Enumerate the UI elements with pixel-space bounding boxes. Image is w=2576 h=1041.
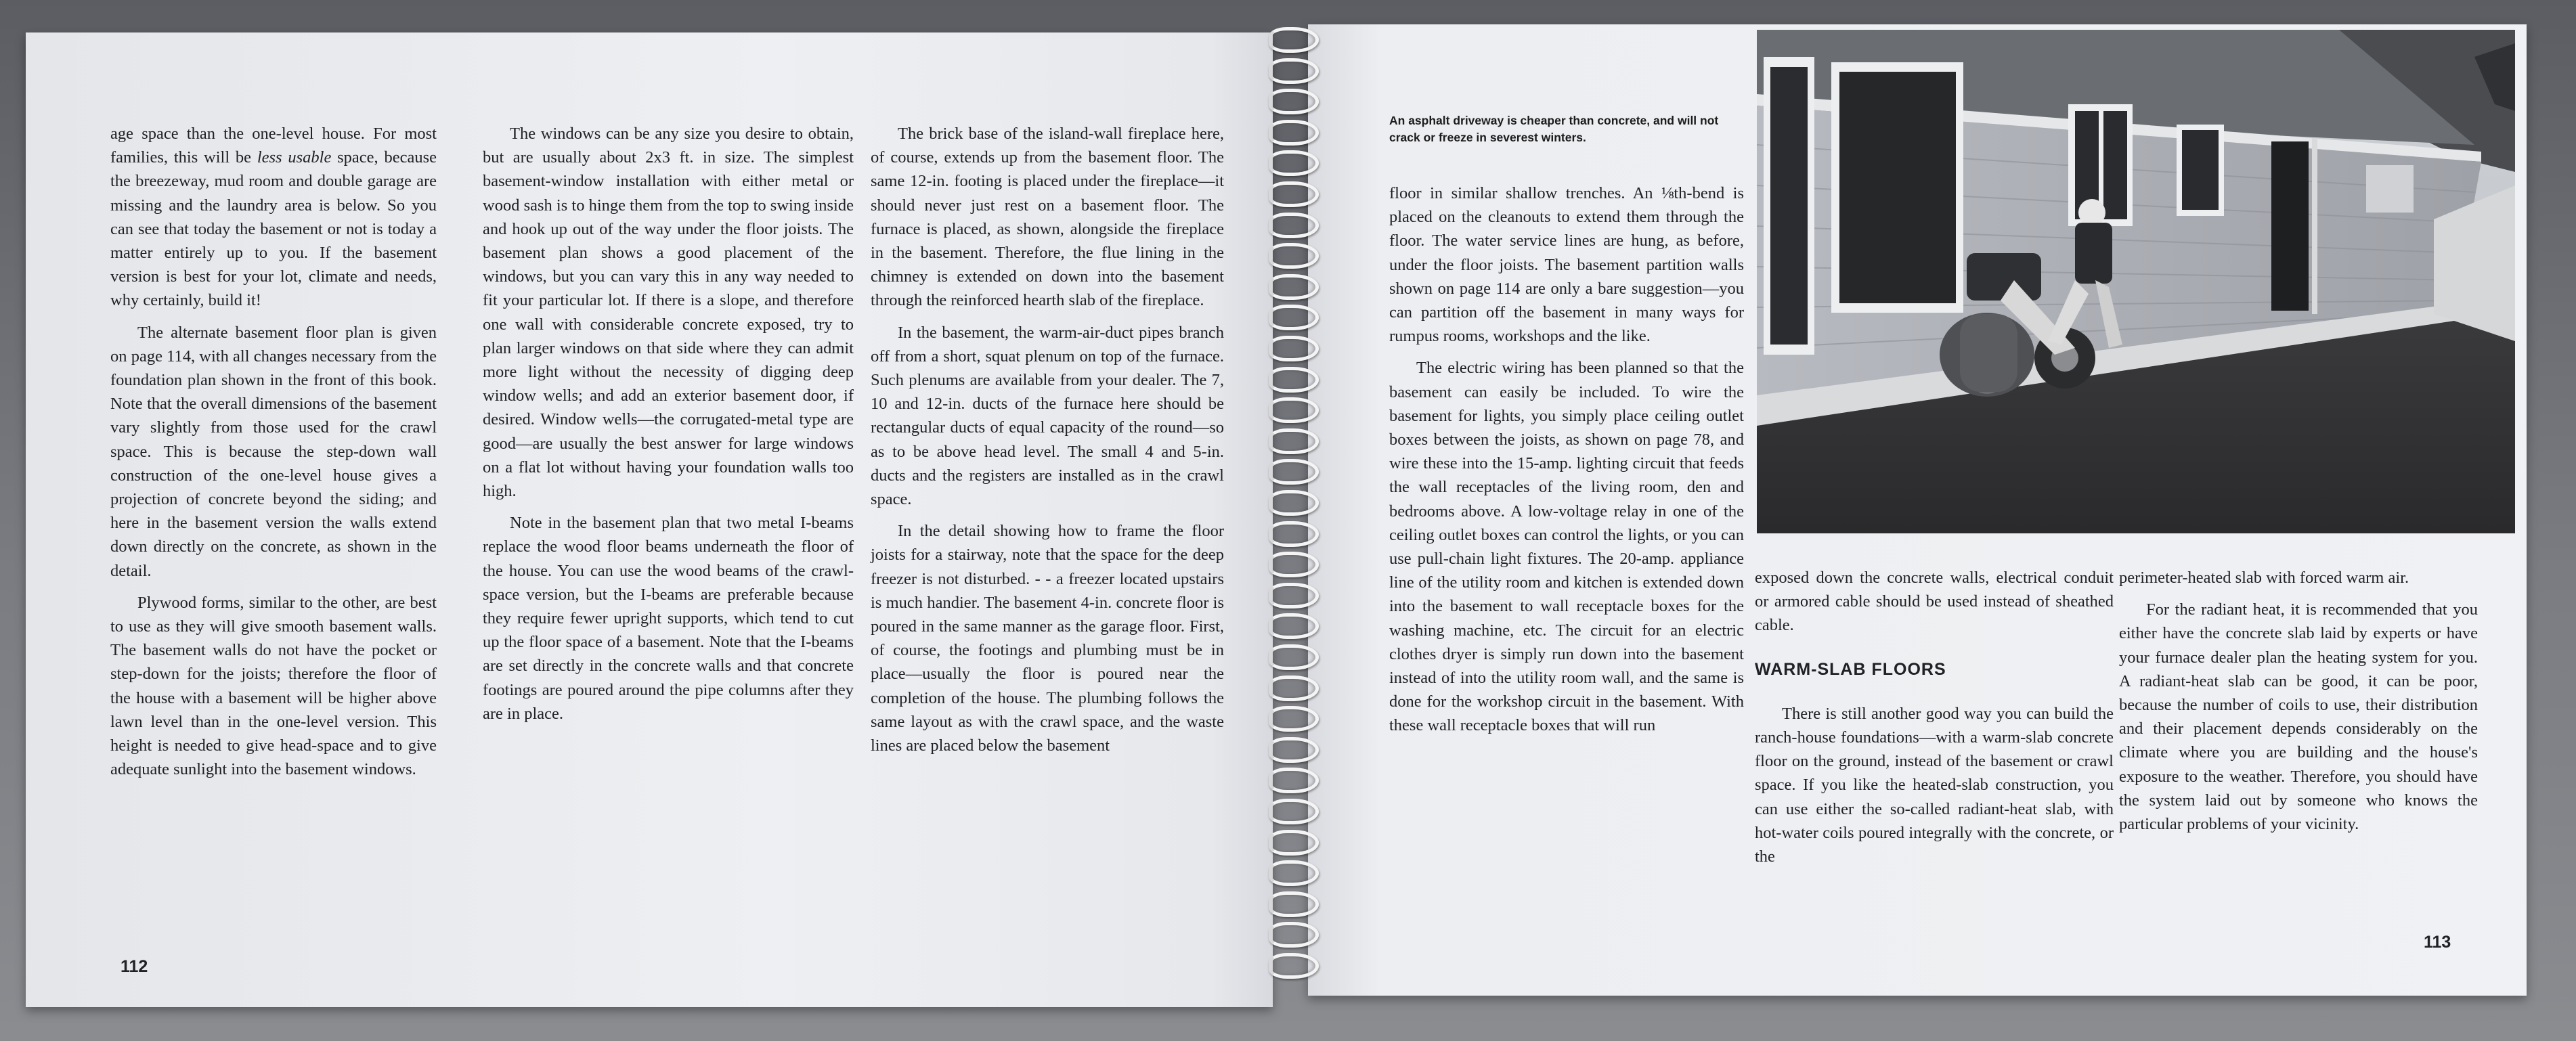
paragraph — [110, 321, 437, 583]
right-column-1 — [1389, 181, 1744, 746]
paragraph: Note in the basement plan that two metal I-beams replace the wood floor beams underneath the floor of the house. You can use the wood beams of the crawl-space version, but the I-beams are preferable because they require fewer upright supports, which tend to cut up the floor space of a basement. Note that the I-beams are set directly in the concrete walls and that concrete footings are poured around the pipe columns after they are in place. — [483, 514, 854, 723]
page-number-left: 112 — [121, 957, 148, 976]
binding-coil — [1269, 706, 1319, 732]
paragraph — [110, 591, 437, 782]
paragraph: perimeter-heated slab with forced warm air. — [2119, 569, 2409, 587]
paragraph: The brick base of the island-wall fireplace here, of course, extends up from the basement floor. The same 12-in. footing is placed under the fireplace—it should never just rest on a basement floor. The furnace is placed, as shown, alongside the fireplace in the basement. Therefore, the flue lining in the chimney is extended on down into the basement through the reinforced hearth slab of the fireplace. — [871, 125, 1224, 310]
binding-coil — [1269, 243, 1319, 269]
binding-coil — [1269, 583, 1319, 608]
page-number-right: 113 — [2424, 933, 2451, 952]
spiral-binding — [1269, 27, 1316, 1002]
binding-coil — [1269, 336, 1319, 361]
paragraph: floor in similar shallow trenches. An ⅛th-bend is placed on the cleanouts to extend them through the floor. The water service lines are hung, as before, under the floor joists. The basement partition walls shown on page 114 are only a bare suggestion—you can partition off the basement in many ways for rumpus rooms, workshops and the like. — [1389, 184, 1744, 346]
binding-coil — [1269, 27, 1319, 53]
binding-coil — [1269, 799, 1319, 824]
binding-coil — [1269, 274, 1319, 300]
binding-coil — [1269, 644, 1319, 670]
binding-coil — [1269, 922, 1319, 948]
binding-coil — [1269, 490, 1319, 516]
paragraph-text: space, because the breezeway, mud room and double garage are missing and the laundry area is below. So you can see that today the basement or not is today a matter entirely up to you. If the basement version is best for your lot, climate and needs, why certainly, build it! — [110, 148, 437, 310]
paragraph: For the radiant heat, it is recommended that you either have the concrete slab laid by experts or have your furnace dealer plan the heating system for you. A radiant-heat slab can be good, it can be poor, because the number of coils to use, their distribution and their placement depends considerably on the climate where you are building and the house's exposure to the weather. Therefore, you should have the system laid out by someone who knows the particular problems of your vicinity. — [2119, 600, 2478, 834]
binding-coil — [1269, 213, 1319, 238]
binding-coil — [1269, 953, 1319, 979]
binding-coil — [1269, 150, 1319, 176]
paragraph: The electric wiring has been planned so that the basement can easily be included. To wire the basement for lights, you simply place ceiling outlet boxes between the joists, as shown on page 78, and wire these into the 15-amp. lighting circuit that feeds the wall receptacles of the living room, den and bedrooms above. A low-voltage relay in one of the ceiling outlet boxes can control the lights, or you can use pull-chain light fixtures. The 20-amp. appliance line of the utility room and kitchen is extended down into the basement to wall receptacle boxes for the washing machine, etc. The circuit for an electric clothes dryer is simply run down into the basement instead of into the utility room wall, and the same is done for the workshop circuit in the basement. With these wall receptacle boxes that will run — [1389, 359, 1744, 735]
section-heading: WARM-SLAB FLOORS — [1755, 659, 1946, 679]
binding-coil — [1269, 89, 1319, 114]
binding-coil — [1269, 891, 1319, 917]
binding-coil — [1269, 367, 1319, 393]
binding-coil — [1269, 675, 1319, 701]
binding-coil — [1269, 459, 1319, 485]
binding-coil — [1269, 428, 1319, 454]
paragraph-text: age space than the one-level house. For most families, this will be — [110, 125, 437, 167]
paragraph: In the detail showing how to frame the floor joists for a stairway, note that the space for the deep freezer is not disturbed. - - a freezer located upstairs is much handier. The basement 4-in. concrete floor is poured in the same manner as the garage floor. First, of course, the footings and plumbing must be in place—usually the floor is poured near the completion of the house. The plumbing follows the same layout as with the crawl space, and the waste lines are placed below the basement — [871, 522, 1224, 755]
binding-coil — [1269, 860, 1319, 886]
paragraph: There is still another good way you can build the ranch-house foundations—with a warm-slab concrete floor on the ground, instead of the basement or crawl space. If you like the heated-slab construction, you can use either the so-called radiant-heat slab, with hot-water coils poured integrally with the concrete, or the — [1755, 704, 2114, 866]
right-column-3 — [2119, 566, 2478, 844]
photo-caption: An asphalt driveway is cheaper than concrete, and will not crack or freeze in severest winters. — [1389, 114, 1719, 144]
paragraph-text: The alternate basement floor plan is given on page 114, with all changes necessary from the foundation plan shown in the front of this book. Note that the overall dimensions of the basement vary slightly from those used for the crawl space. This is because the step-down wall construction of the one-level house gives a projection of concrete beyond the siding; and here in the basement version the walls extend down directly on the concrete, as shown in the detail. — [110, 323, 437, 580]
right-column-2 — [1755, 566, 2114, 877]
driveway-roller-photo — [1757, 30, 2515, 533]
left-column-2 — [483, 122, 854, 734]
paragraph — [110, 122, 437, 313]
left-column-1 — [110, 122, 437, 789]
binding-coil — [1269, 181, 1319, 207]
binding-coil — [1269, 397, 1319, 423]
paragraph: exposed down the concrete walls, electrical conduit or armored cable should be used instead of sheathed cable. — [1755, 569, 2114, 635]
binding-coil — [1269, 830, 1319, 856]
paragraph: The windows can be any size you desire to obtain, but are usually about 2x3 ft. in size. The simplest basement-window installation with either metal or wood sash is to hinge them from the top to swing inside and hook up out of the way under the floor joists. The basement plan shows a good placement of the windows, but you can vary this in any way needed to fit your particular lot. If there is a slope, and therefore one wall with considerable concrete exposed, try to plan larger windows on that side where they can admit more light without the necessity of digging deep window wells; and add an exterior basement door, if desired. Window wells—the corrugated-metal type are good—are usually the best answer for large windows on a flat lot without having your foundation walls too high. — [483, 125, 854, 501]
emphasis-text: less usable — [257, 148, 332, 167]
binding-coil — [1269, 58, 1319, 84]
paragraph: In the basement, the warm-air-duct pipes branch off from a short, squat plenum on top of the furnace. Such plenums are available from your dealer. The 7, 10 and 12-in. ducts of the furnace here should be rectangular ducts of equal capacity of the round—so as to be above head level. The small 4 and 5-in. ducts and the registers are installed as in the crawl space. — [871, 323, 1224, 509]
paragraph-text: Plywood forms, similar to the other, are best to use as they will give smooth basement walls. The basement walls do not have the pocket or step-down for the joists; therefore the floor of the house with a basement will be higher above lawn level than in the one-level version. This height is needed to give head-space and to give adequate sunlight into the basement windows. — [110, 593, 437, 779]
binding-coil — [1269, 768, 1319, 793]
binding-coil — [1269, 521, 1319, 547]
binding-coil — [1269, 305, 1319, 330]
binding-coil — [1269, 120, 1319, 146]
binding-coil — [1269, 613, 1319, 639]
binding-coil — [1269, 737, 1319, 763]
left-column-3 — [871, 122, 1224, 766]
left-page — [26, 32, 1273, 1007]
binding-coil — [1269, 552, 1319, 577]
